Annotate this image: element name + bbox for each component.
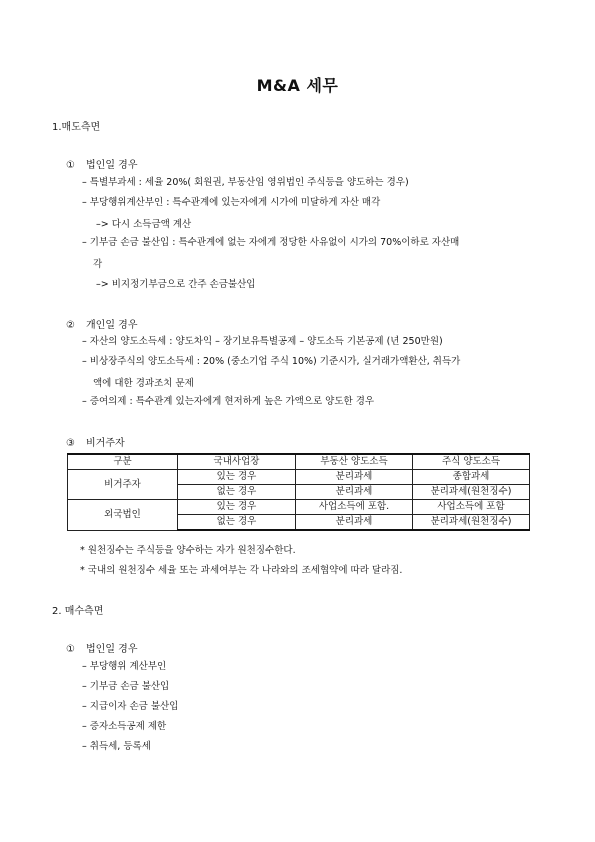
table-cell: 분리과세 — [296, 470, 413, 485]
table-header-row — [68, 454, 530, 470]
subsection-heading — [66, 156, 137, 171]
list-item: – 증자소득공제 제한 — [82, 721, 167, 732]
nonresident-tax-table — [67, 453, 530, 531]
table-group-label: 외국법인 — [68, 500, 178, 531]
table-note: * 원천징수는 주식등을 양수하는 자가 원천징수한다. — [80, 545, 296, 556]
subsection-heading — [66, 640, 137, 655]
list-item-continuation: 액에 대한 경과조치 문제 — [93, 378, 194, 389]
table-cell: 사업소득에 포함 — [413, 500, 530, 515]
circle-number: ② — [66, 320, 75, 331]
list-item: – 기부금 손금 불산입 : 특수관계에 없는 자에게 정당한 사유없이 시가의 70%이하로 자산매 — [82, 237, 460, 248]
table-row — [68, 500, 530, 515]
table-cell: 있는 경우 — [178, 500, 296, 515]
subsection-label: 개인일 경우 — [86, 320, 138, 331]
table-cell: 종합과세 — [413, 470, 530, 485]
subsection-label: 법인일 경우 — [86, 644, 138, 655]
table-cell: 분리과세 — [296, 485, 413, 500]
subsection-heading — [66, 316, 137, 331]
table-cell: 없는 경우 — [178, 515, 296, 531]
list-item-arrow: –> 다시 소득금액 계산 — [96, 219, 192, 230]
table-cell: 분리과세(원천징수) — [413, 485, 530, 500]
subsection-label: 비거주자 — [86, 438, 125, 449]
list-item: – 자산의 양도소득세 : 양도차익 – 장기보유특별공제 – 양도소득 기본공제 (년 250만원) — [82, 336, 443, 347]
table-cell: 분리과세 — [296, 515, 413, 531]
table-note: * 국내의 원천징수 세율 또는 과세여부는 각 나라와의 조세협약에 따라 달라짐. — [80, 565, 403, 576]
table-cell: 사업소득에 포함. — [296, 500, 413, 515]
table-row — [68, 470, 530, 485]
table-cell: 없는 경우 — [178, 485, 296, 500]
table-header-cell: 부동산 양도소득 — [296, 454, 413, 470]
page-title: M&A 세무 — [256, 76, 339, 95]
list-item: – 지급이자 손금 불산입 — [82, 701, 179, 712]
list-item: – 기부금 손금 불산입 — [82, 681, 170, 692]
list-item-arrow: –> 비지정기부금으로 간주 손금불산입 — [96, 279, 256, 290]
section-heading-buy: 2. 매수측면 — [52, 606, 104, 617]
circle-number: ③ — [66, 438, 75, 449]
list-item-continuation: 각 — [93, 259, 103, 270]
subsection-label: 법인일 경우 — [86, 160, 138, 171]
section-heading-sell: 1.매도측면 — [52, 122, 101, 133]
list-item: – 특별부과세 : 세율 20%( 회원권, 부동산임 영위법인 주식등을 양도하는 경우) — [82, 177, 409, 188]
circle-number: ① — [66, 160, 75, 171]
subsection-heading — [66, 434, 125, 449]
table-header-cell: 주식 양도소득 — [413, 454, 530, 470]
list-item: – 부당행위 계산부인 — [82, 661, 167, 672]
table-header-cell: 국내사업장 — [178, 454, 296, 470]
list-item: – 증여의제 : 특수관계 있는자에게 현저하게 높은 가액으로 양도한 경우 — [82, 396, 375, 407]
circle-number: ① — [66, 644, 75, 655]
table-cell: 분리과세(원천징수) — [413, 515, 530, 531]
table-group-label: 비거주자 — [68, 470, 178, 500]
table-cell: 있는 경우 — [178, 470, 296, 485]
list-item: – 부당행위계산부인 : 특수관계에 있는자에게 시가에 미달하게 자산 매각 — [82, 197, 381, 208]
table-header-cell: 구분 — [68, 454, 178, 470]
list-item: – 비상장주식의 양도소득세 : 20% (중소기업 주식 10%) 기준시가, 실거래가액환산, 취득가 — [82, 356, 461, 367]
list-item: – 취득세, 등록세 — [82, 741, 151, 752]
